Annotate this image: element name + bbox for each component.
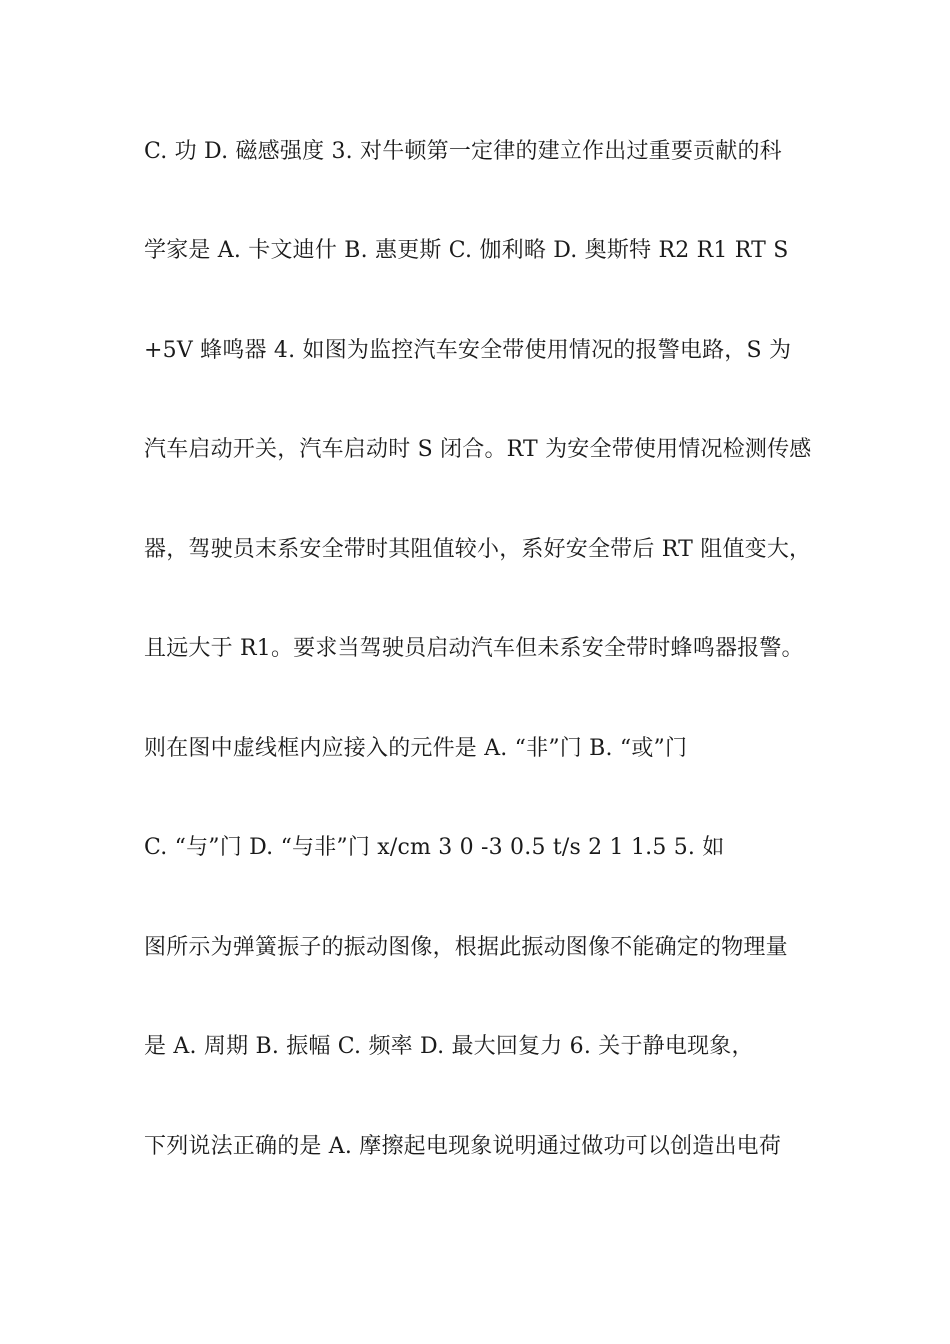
text-line-3: +5V 蜂鸣器 4. 如图为监控汽车安全带使用情况的报警电路，S 为 bbox=[144, 338, 792, 363]
text-line-6: 且远大于 R1。要求当驾驶员启动汽车但未系安全带时蜂鸣器报警。 bbox=[144, 636, 804, 661]
text-line-11: 下列说法正确的是 A. 摩擦起电现象说明通过做功可以创造出电荷 bbox=[144, 1134, 782, 1159]
text-line-10: 是 A. 周期 B. 振幅 C. 频率 D. 最大回复力 6. 关于静电现象， bbox=[144, 1034, 754, 1059]
text-line-5: 器，驾驶员末系安全带时其阻值较小，系好安全带后 RT 阻值变大， bbox=[144, 537, 812, 562]
text-line-8: C. “与”门 D. “与非”门 x/cm 3 0 -3 0.5 t/s 2 1 1.5 5. 如 bbox=[144, 835, 725, 860]
text-line-1: C. 功 D. 磁感强度 3. 对牛顿第一定律的建立作出过重要贡献的科 bbox=[144, 139, 782, 164]
text-line-2: 学家是 A. 卡文迪什 B. 惠更斯 C. 伽利略 D. 奥斯特 R2 R1 RT S bbox=[144, 238, 789, 263]
text-line-9: 图所示为弹簧振子的振动图像，根据此振动图像不能确定的物理量 bbox=[144, 935, 788, 960]
text-line-4: 汽车启动开关，汽车启动时 S 闭合。RT 为安全带使用情况检测传感 bbox=[144, 437, 812, 462]
text-line-7: 则在图中虚线框内应接入的元件是 A. “非”门 B. “或”门 bbox=[144, 736, 688, 761]
